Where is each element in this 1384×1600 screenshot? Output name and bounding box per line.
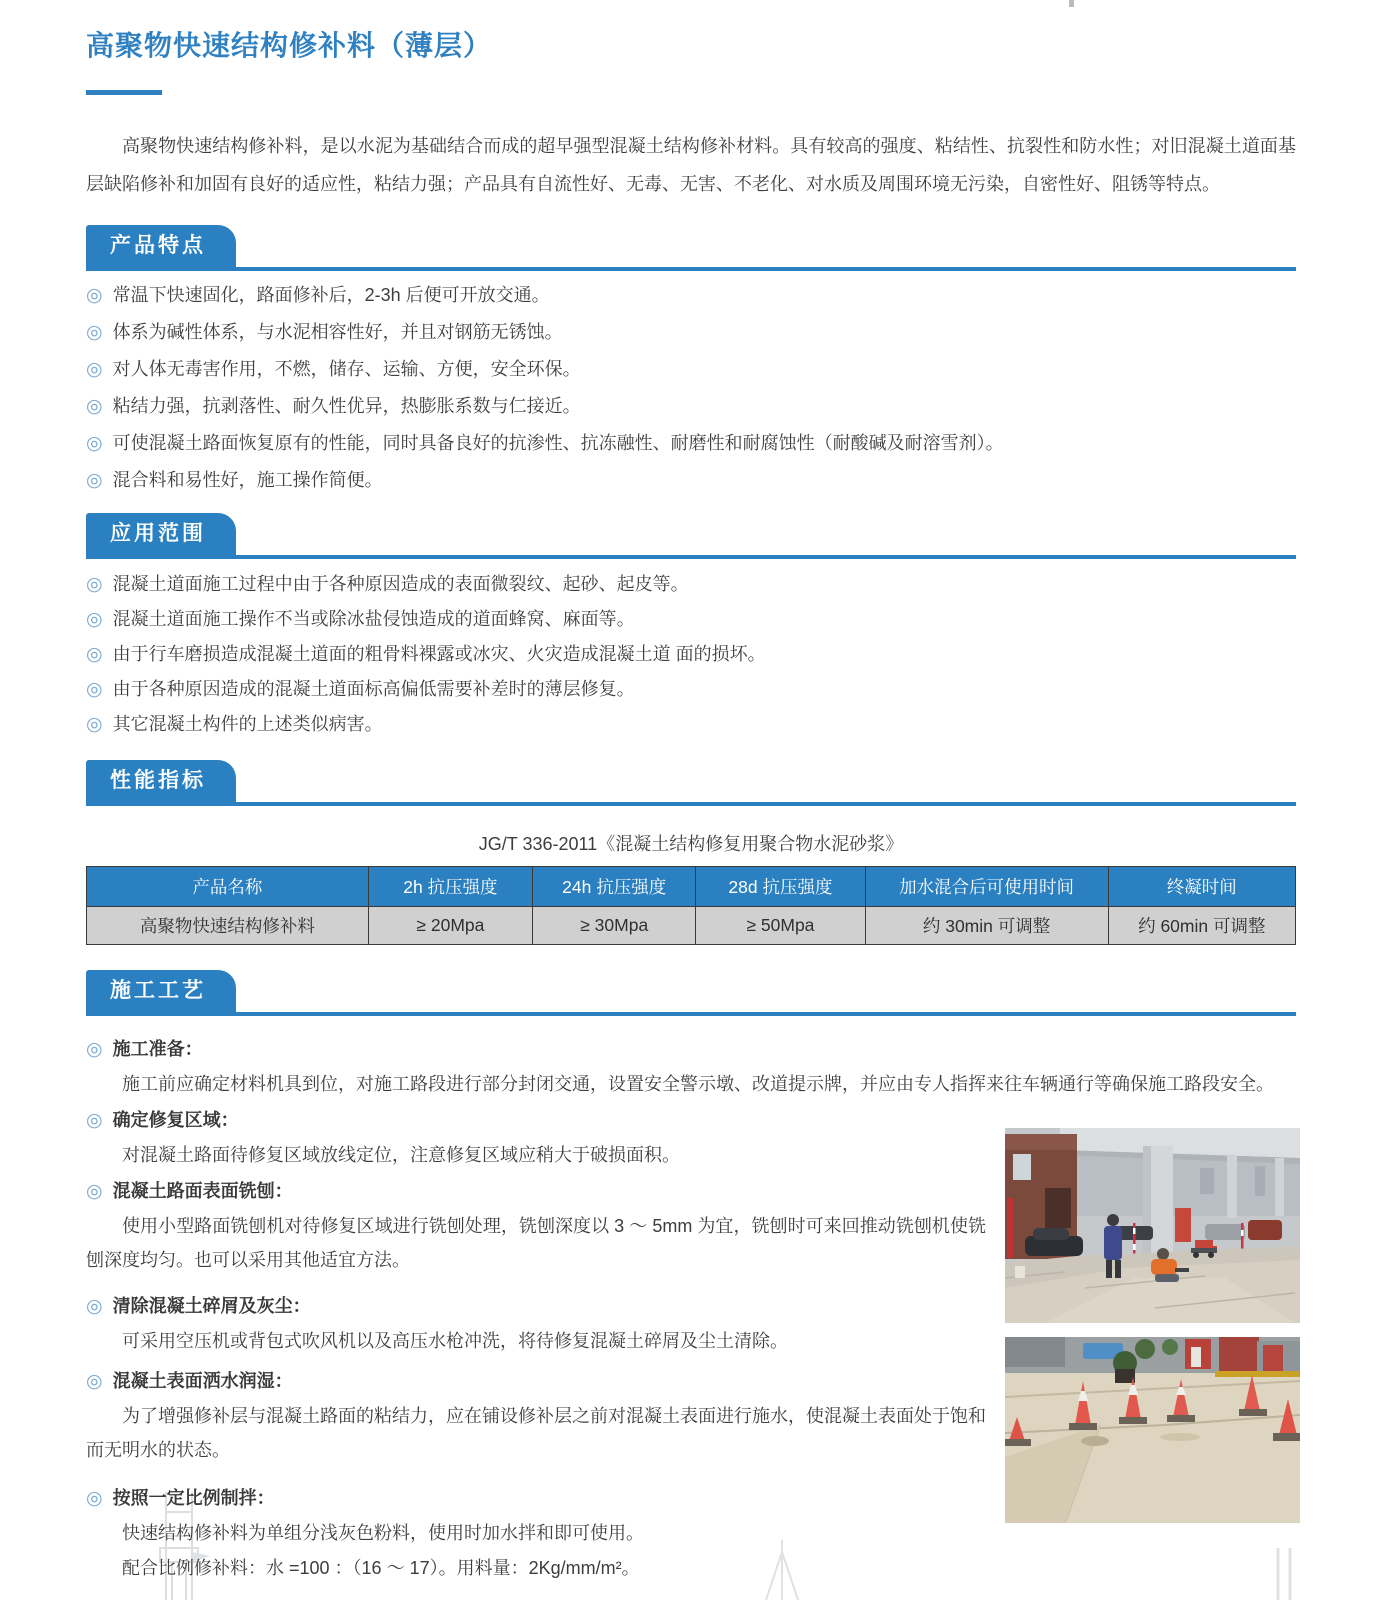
table-cell: 约 30min 可调整 xyxy=(865,907,1108,945)
bullet-icon: ◎ xyxy=(86,1181,103,1202)
bullet-icon: ◎ xyxy=(86,470,103,491)
page-title: 高聚物快速结构修补料（薄层） xyxy=(86,30,493,61)
intro-paragraph: 高聚物快速结构修补料，是以水泥为基础结合而成的超早强型混凝土结构修补材料。具有较高的强度、粘结性、抗裂性和防水性；对旧混凝土道面基层缺陷修补和加固有良好的适应性，粘结力强；产品具有自流性好、无毒、无害、不老化、对水质及周围环境无污染，自密性好、阻锈等特点。 xyxy=(86,136,1296,194)
table-header-cell: 产品名称 xyxy=(87,867,369,907)
process-step-label xyxy=(86,1032,1296,1067)
feature-item xyxy=(86,351,1296,388)
section-header-applications xyxy=(86,513,1296,559)
application-item xyxy=(86,637,1296,672)
table-cell: ≥ 20Mpa xyxy=(368,907,532,945)
bullet-icon: ◎ xyxy=(86,679,103,700)
table-header-cell: 加水混合后可使用时间 xyxy=(865,867,1108,907)
table-row xyxy=(87,907,1296,945)
application-item xyxy=(86,602,1296,637)
table-header-cell: 终凝时间 xyxy=(1108,867,1295,907)
process-step-text: 施工前应确定材料机具到位，对施工路段进行部分封闭交通，设置安全警示墩、改道提示牌，并应由专人指挥来往车辆通行等确保施工路段安全。 xyxy=(122,1074,1274,1094)
process-step xyxy=(86,1481,1296,1586)
application-item xyxy=(86,672,1296,707)
feature-item xyxy=(86,462,1296,499)
table-header-cell: 24h 抗压强度 xyxy=(533,867,696,907)
process-step xyxy=(86,1364,1296,1467)
feature-item xyxy=(86,425,1296,462)
section-badge-features: 产品特点 xyxy=(86,225,236,267)
process-step xyxy=(86,1103,1296,1172)
bullet-icon: ◎ xyxy=(86,285,103,306)
process-step-label xyxy=(86,1174,1296,1209)
feature-item-text: 体系为碱性体系，与水泥相容性好，并且对钢筋无锈蚀。 xyxy=(112,322,563,342)
process-step-label xyxy=(86,1481,1296,1516)
title-underline xyxy=(86,90,162,95)
feature-item xyxy=(86,277,1296,314)
bullet-icon: ◎ xyxy=(86,1039,103,1060)
features-list xyxy=(86,277,1296,499)
process-step xyxy=(86,1174,1296,1277)
table-cell: ≥ 50Mpa xyxy=(696,907,865,945)
bullet-icon: ◎ xyxy=(86,359,103,380)
bullet-icon: ◎ xyxy=(86,1371,103,1392)
section-badge-applications: 应用范围 xyxy=(86,513,236,555)
section-badge-performance: 性能指标 xyxy=(86,760,236,802)
table-cell: 约 60min 可调整 xyxy=(1108,907,1295,945)
applications-list xyxy=(86,567,1296,742)
feature-item-text: 可使混凝土路面恢复原有的性能，同时具备良好的抗渗性、抗冻融性、耐磨性和耐腐蚀性（耐酸碱及耐溶雪剂）。 xyxy=(112,433,1004,453)
bullet-icon: ◎ xyxy=(86,322,103,343)
process-step-label-text: 按照一定比例制拌： xyxy=(112,1488,275,1508)
table-header-cell: 2h 抗压强度 xyxy=(368,867,532,907)
table-cell: 高聚物快速结构修补料 xyxy=(87,907,369,945)
application-item xyxy=(86,707,1296,742)
process-steps xyxy=(86,1032,1296,1586)
table-cell: ≥ 30Mpa xyxy=(533,907,696,945)
bullet-icon: ◎ xyxy=(86,1296,103,1317)
process-step-label-text: 施工准备： xyxy=(112,1039,203,1059)
page-edge-artifact xyxy=(1069,0,1074,7)
process-step-label-text: 清除混凝土碎屑及灰尘： xyxy=(112,1296,311,1316)
feature-item-text: 常温下快速固化，路面修补后，2-3h 后便可开放交通。 xyxy=(112,285,550,305)
table-header-row xyxy=(87,867,1296,907)
bullet-icon: ◎ xyxy=(86,609,103,630)
process-step xyxy=(86,1289,1296,1358)
application-item-text: 混凝土道面施工过程中由于各种原因造成的表面微裂纹、起砂、起皮等。 xyxy=(112,574,689,594)
process-step-text: 可采用空压机或背包式吹风机以及高压水枪冲洗，将待修复混凝土碎屑及尘土清除。 xyxy=(122,1331,788,1351)
feature-item xyxy=(86,314,1296,351)
bullet-icon: ◎ xyxy=(86,644,103,665)
performance-caption: JG/T 336-2011《混凝土结构修复用聚合物水泥砂浆》 xyxy=(478,834,904,854)
section-badge-process: 施工工艺 xyxy=(86,970,236,1012)
performance-table xyxy=(86,866,1296,945)
bullet-icon: ◎ xyxy=(86,714,103,735)
bullet-icon: ◎ xyxy=(86,433,103,454)
bullet-icon: ◎ xyxy=(86,1488,103,1509)
process-step-text: 快速结构修补料为单组分浅灰色粉料，使用时加水拌和即可使用。 xyxy=(122,1523,644,1543)
application-item xyxy=(86,567,1296,602)
table-header-cell: 28d 抗压强度 xyxy=(696,867,865,907)
process-step-label-text: 确定修复区域： xyxy=(112,1110,239,1130)
process-step-label xyxy=(86,1289,1296,1324)
feature-item-text: 对人体无毒害作用，不燃，储存、运输、方便，安全环保。 xyxy=(112,359,581,379)
process-step-label xyxy=(86,1364,1296,1399)
feature-item-text: 粘结力强，抗剥落性、耐久性优异，热膨胀系数与仁接近。 xyxy=(112,396,581,416)
section-header-process xyxy=(86,970,1296,1016)
bullet-icon: ◎ xyxy=(86,574,103,595)
process-step-text: 使用小型路面铣刨机对待修复区域进行铣刨处理，铣刨深度以 3 ～ 5mm 为宜，铣刨时可来回推动铣刨机使铣刨深度均匀。也可以采用其他适宜方法。 xyxy=(86,1216,986,1270)
application-item-text: 由于行车磨损造成混凝土道面的粗骨料裸露或冰灾、火灾造成混凝土道 面的损坏。 xyxy=(112,644,766,664)
bullet-icon: ◎ xyxy=(86,1110,103,1131)
process-step-label xyxy=(86,1103,1296,1138)
section-header-features xyxy=(86,225,1296,271)
application-item-text: 混凝土道面施工操作不当或除冰盐侵蚀造成的道面蜂窝、麻面等。 xyxy=(112,609,635,629)
application-item-text: 其它混凝土构件的上述类似病害。 xyxy=(112,714,383,734)
section-header-performance xyxy=(86,760,1296,806)
bullet-icon: ◎ xyxy=(86,396,103,417)
application-item-text: 由于各种原因造成的混凝土道面标高偏低需要补差时的薄层修复。 xyxy=(112,679,635,699)
process-step xyxy=(86,1032,1296,1101)
process-step-label-text: 混凝土表面洒水润湿： xyxy=(112,1371,293,1391)
process-step-text: 对混凝土路面待修复区域放线定位，注意修复区域应稍大于破损面积。 xyxy=(122,1145,680,1165)
process-step-text: 配合比例修补料：水 =100 ：（16 ～ 17）。用料量：2Kg/mm/m²。 xyxy=(122,1558,640,1578)
feature-item xyxy=(86,388,1296,425)
process-step-text: 为了增强修补层与混凝土路面的粘结力，应在铺设修补层之前对混凝土表面进行施水，使混凝土表面处于饱和而无明水的状态。 xyxy=(86,1406,986,1460)
feature-item-text: 混合料和易性好，施工操作简便。 xyxy=(112,470,383,490)
process-step-label-text: 混凝土路面表面铣刨： xyxy=(112,1181,293,1201)
